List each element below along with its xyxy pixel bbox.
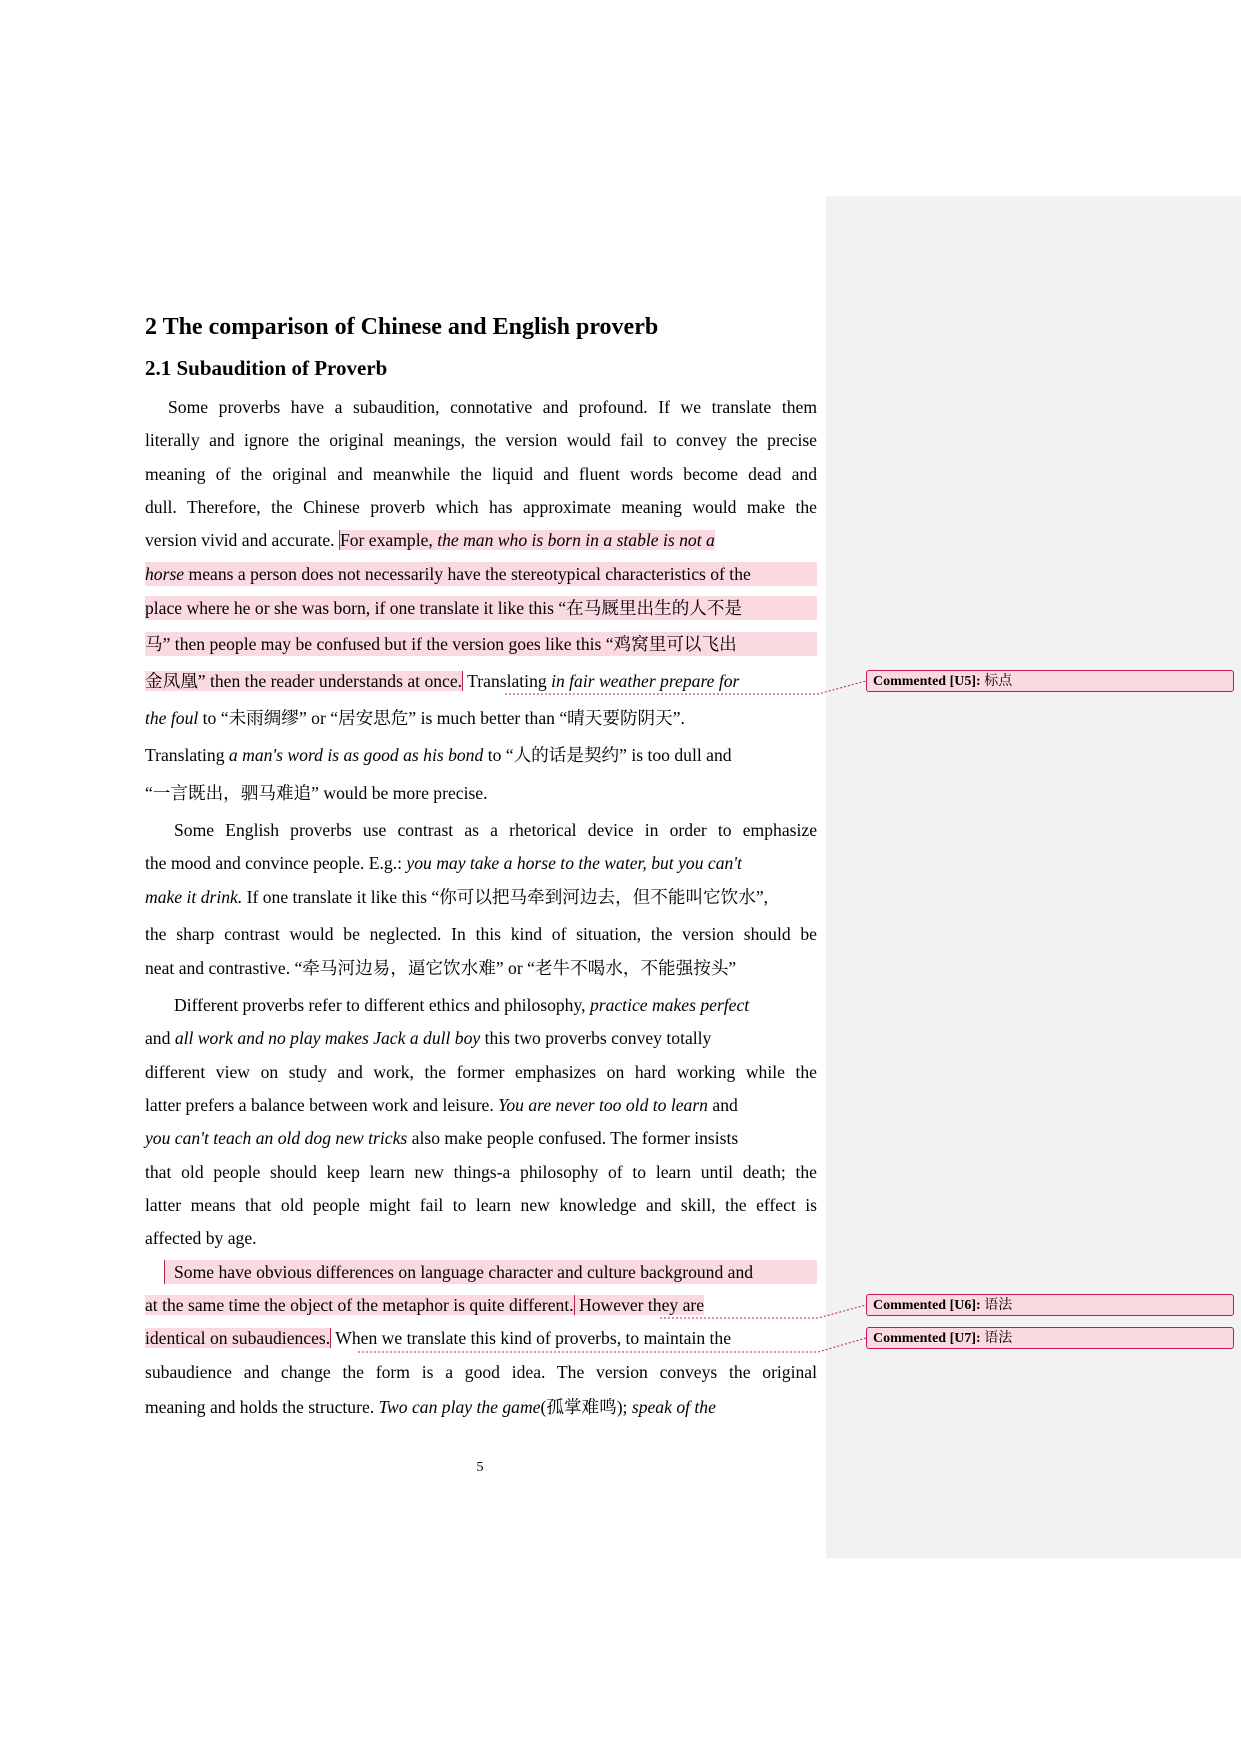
highlighted-text[interactable]: place where he or she was born, if one translate it like this “在马厩里出生的人不是: [145, 596, 817, 620]
text-line: the mood and convince people. E.g.: you may take a horse to the water, but you can't: [145, 853, 742, 873]
text-line: the foul to “未雨绸缪” or “居安思危” is much better than “晴天要防阴天”.: [145, 708, 685, 728]
comment-balloon[interactable]: Commented [U7]: 语法: [866, 1327, 1234, 1349]
text-line: Translating a man's word is as good as his bond to “人的话是契约” is too dull and: [145, 745, 732, 765]
text-line: affected by age.: [145, 1228, 257, 1248]
highlighted-text[interactable]: For example, the man who is born in a stable is not a: [339, 530, 715, 550]
comment-balloon[interactable]: Commented [U6]: 语法: [866, 1294, 1234, 1316]
text-line: different view on study and work, the former emphasizes on hard working while the: [145, 1062, 817, 1082]
highlighted-text[interactable]: horse means a person does not necessarily have the stereotypical characteristics of the: [145, 562, 817, 586]
highlighted-text[interactable]: identical on subaudiences.: [145, 1328, 331, 1348]
text-line: that old people should keep learn new things-a philosophy of to learn until death; the: [145, 1162, 817, 1182]
text-line: “一言既出，驷马难追” would be more precise.: [145, 783, 488, 803]
highlighted-text[interactable]: 金凤凰” then the reader understands at once.: [145, 671, 463, 691]
page-number: 5: [476, 1460, 484, 1475]
text-line: Some English proverbs use contrast as a rhetorical device in order to emphasize: [174, 820, 817, 840]
subsection-heading: 2.1 Subaudition of Proverb: [145, 356, 388, 380]
highlighted-text[interactable]: However they are: [574, 1295, 704, 1315]
text-line: neat and contrastive. “牵马河边易，逼它饮水难” or “老牛不喝水，不能强按头”: [145, 958, 737, 978]
text-line: 金凤凰” then the reader understands at once. Translating in fair weather prepare for: [145, 671, 740, 691]
text-line: meaning of the original and meanwhile the liquid and fluent words become dead and: [145, 464, 817, 484]
comment-balloon[interactable]: Commented [U5]: 标点: [866, 670, 1234, 692]
text-line: version vivid and accurate. For example, the man who is born in a stable is not a: [145, 530, 715, 550]
text-line: subaudience and change the form is a good idea. The version conveys the original: [145, 1362, 817, 1382]
text-line: make it drink. If one translate it like this “你可以把马牵到河边去，但不能叫它饮水”,: [145, 887, 769, 907]
text-line: the sharp contrast would be neglected. In this kind of situation, the version should be: [145, 924, 817, 944]
highlighted-text[interactable]: Some have obvious differences on language character and culture background and: [164, 1260, 817, 1284]
text-line: latter means that old people might fail to learn new knowledge and skill, the effect is: [145, 1195, 817, 1215]
text-line: Different proverbs refer to different ethics and philosophy, practice makes perfect: [174, 995, 750, 1015]
text-line: you can't teach an old dog new tricks also make people confused. The former insists: [145, 1128, 739, 1148]
highlighted-text[interactable]: 马” then people may be confused but if the version goes like this “鸡窝里可以飞出: [145, 632, 817, 656]
text-line: identical on subaudiences. When we translate this kind of proverbs, to maintain the: [145, 1328, 732, 1348]
text-line: dull. Therefore, the Chinese proverb which has approximate meaning would make the: [145, 497, 817, 517]
section-heading: 2 The comparison of Chinese and English proverb: [145, 314, 659, 340]
text-line: Some proverbs have a subaudition, connotative and profound. If we translate them: [168, 397, 817, 417]
text-line: latter prefers a balance between work and leisure. You are never too old to learn and: [145, 1095, 738, 1115]
highlighted-text[interactable]: at the same time the object of the metaphor is quite different.: [145, 1295, 574, 1315]
text-line: literally and ignore the original meanings, the version would fail to convey the precise: [145, 430, 817, 450]
text-line: meaning and holds the structure. Two can play the game(孤掌难鸣); speak of the: [145, 1397, 716, 1417]
text-line: and all work and no play makes Jack a dull boy this two proverbs convey totally: [145, 1028, 712, 1048]
